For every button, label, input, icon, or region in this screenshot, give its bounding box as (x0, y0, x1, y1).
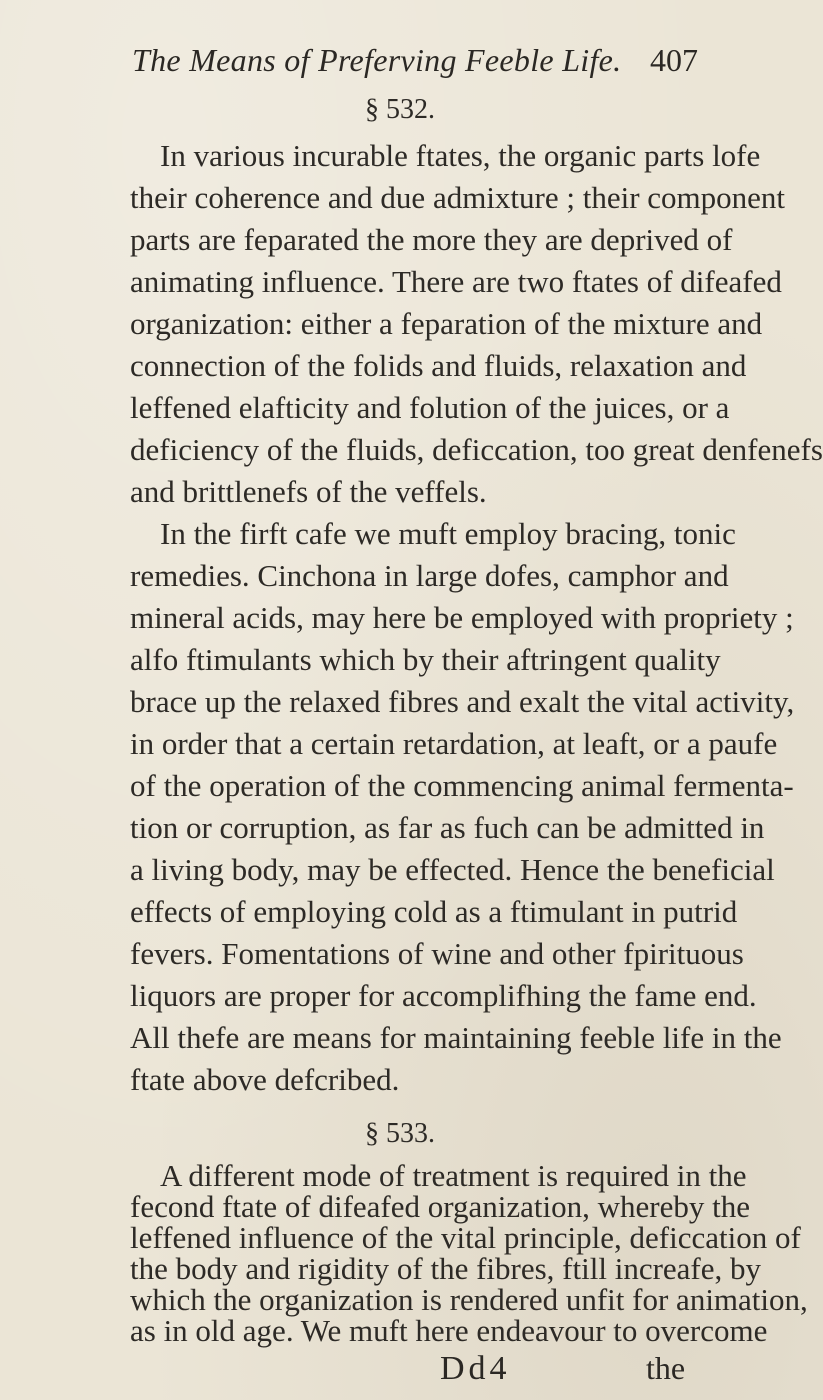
text-line: as in old age. We muft here endeavour to overcome (130, 1313, 768, 1348)
signature-mark: Dd4 (440, 1350, 511, 1387)
text-line: A different mode of treatment is required in the (160, 1158, 747, 1193)
text-line: the body and rigidity of the fibres, ftill increafe, by (130, 1251, 762, 1286)
text-line: ftate above defcribed. (130, 1062, 400, 1097)
text-line: which the organization is rendered unfit for animation, (130, 1282, 808, 1317)
footer-line (0, 1350, 800, 1390)
text-line: organization: either a feparation of the mixture and (130, 306, 763, 341)
text-line: brace up the relaxed fibres and exalt the vital activity, (130, 684, 795, 719)
text-line: tion or corruption, as far as fuch can be admitted in (130, 810, 765, 845)
text-line: in order that a certain retardation, at leaft, or a paufe (130, 726, 778, 761)
running-head (118, 42, 698, 82)
text-line: leffened elafticity and folution of the juices, or a (130, 390, 730, 425)
text-line: mineral acids, may here be employed with propriety ; (130, 600, 794, 635)
text-line: their coherence and due admixture ; their component (130, 180, 786, 215)
running-title: The Means of Preferving Feeble Life. (132, 42, 622, 78)
text-line: a living body, may be effected. Hence the beneficial (130, 852, 775, 887)
section-heading-532: § 532. (365, 94, 435, 125)
text-line: In the firft cafe we muft employ bracing, tonic (160, 516, 736, 551)
text-line: remedies. Cinchona in large dofes, camphor and (130, 558, 729, 593)
text-line: In various incurable ftates, the organic parts lofe (160, 138, 761, 173)
text-line: effects of employing cold as a ftimulant in putrid (130, 894, 738, 929)
text-line: liquors are proper for accomplifhing the fame end. (130, 978, 757, 1013)
page-number: 407 (650, 42, 698, 78)
text-line: leffened influence of the vital principle, deficcation of (130, 1220, 801, 1255)
text-line: All thefe are means for maintaining feeble life in the (130, 1020, 782, 1055)
text-line: parts are feparated the more they are deprived of (130, 222, 733, 257)
text-line: and brittlenefs of the veffels. (130, 474, 487, 509)
text-line: animating influence. There are two ftates of difeafed (130, 264, 782, 299)
catchword: the (646, 1350, 686, 1386)
text-line: fevers. Fomentations of wine and other fpirituous (130, 936, 744, 971)
section-heading-533: § 533. (365, 1118, 435, 1149)
text-line: deficiency of the fluids, deficcation, too great denfenefs (130, 432, 823, 467)
text-line: connection of the folids and fluids, relaxation and (130, 348, 747, 383)
text-line: alfo ftimulants which by their aftringent quality (130, 642, 721, 677)
text-line: fecond ftate of difeafed organization, whereby the (130, 1189, 750, 1224)
text-line: of the operation of the commencing animal fermenta- (130, 768, 794, 803)
